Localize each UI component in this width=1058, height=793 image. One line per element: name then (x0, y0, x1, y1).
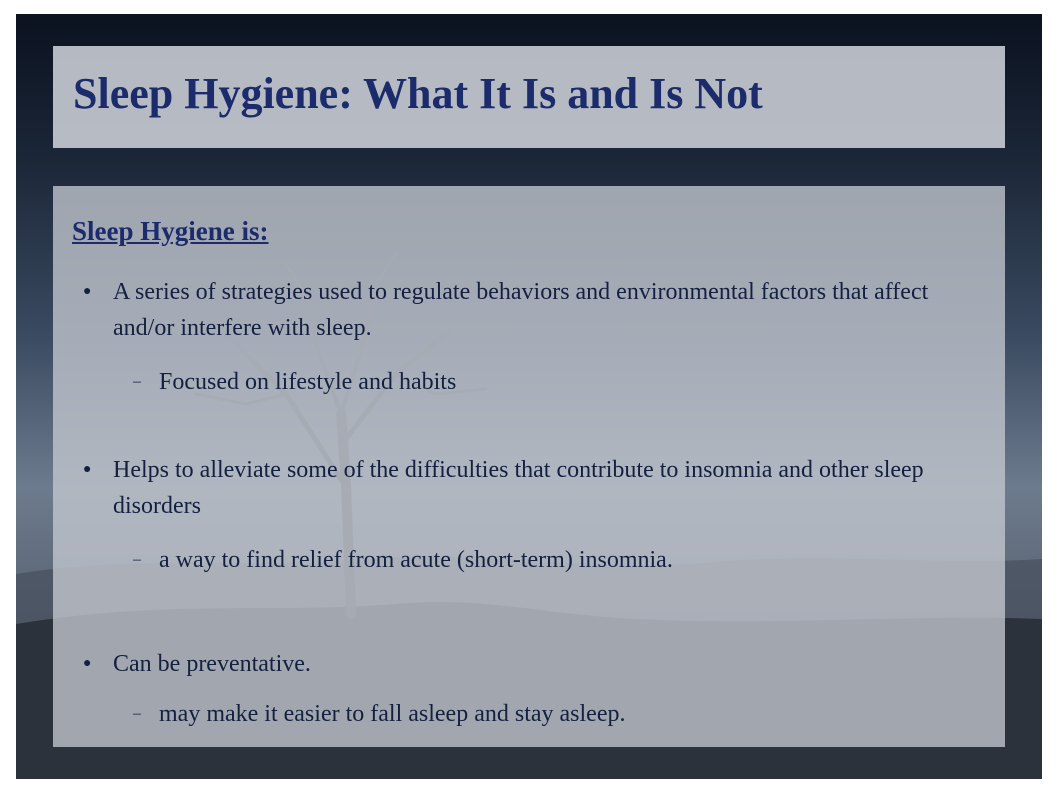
sub-bullet-item (133, 364, 457, 400)
sub-bullet-text: may make it easier to fall asleep and stay asleep. (159, 701, 626, 727)
slide-title: Sleep Hygiene: What It Is and Is Not (73, 69, 763, 118)
sub-bullet-dash-icon: – (133, 373, 141, 390)
bullet-text: Can be preventative. (113, 651, 311, 677)
bullet-item (83, 274, 983, 346)
bullet-item (83, 452, 983, 524)
bullet-dot-icon: ● (83, 656, 92, 671)
bullet-dot-icon: ● (83, 462, 92, 477)
sub-bullet-item (133, 696, 626, 732)
section-heading: Sleep Hygiene is: (72, 216, 269, 246)
sub-bullet-item (133, 542, 673, 578)
bullet-item (83, 646, 983, 682)
bullet-dot-icon: ● (83, 284, 92, 299)
content-box (53, 186, 1005, 747)
slide (16, 14, 1042, 779)
title-box (53, 46, 1005, 148)
bullet-text: A series of strategies used to regulate behaviors and environmental factors that affect and/or interfere with sleep. (113, 279, 929, 341)
sub-bullet-text: Focused on lifestyle and habits (159, 369, 457, 395)
sub-bullet-dash-icon: – (133, 551, 141, 568)
sub-bullet-text: a way to find relief from acute (short-term) insomnia. (159, 547, 673, 573)
bullet-text: Helps to alleviate some of the difficulties that contribute to insomnia and other sleep disorders (113, 457, 924, 519)
sub-bullet-dash-icon: – (133, 705, 141, 722)
